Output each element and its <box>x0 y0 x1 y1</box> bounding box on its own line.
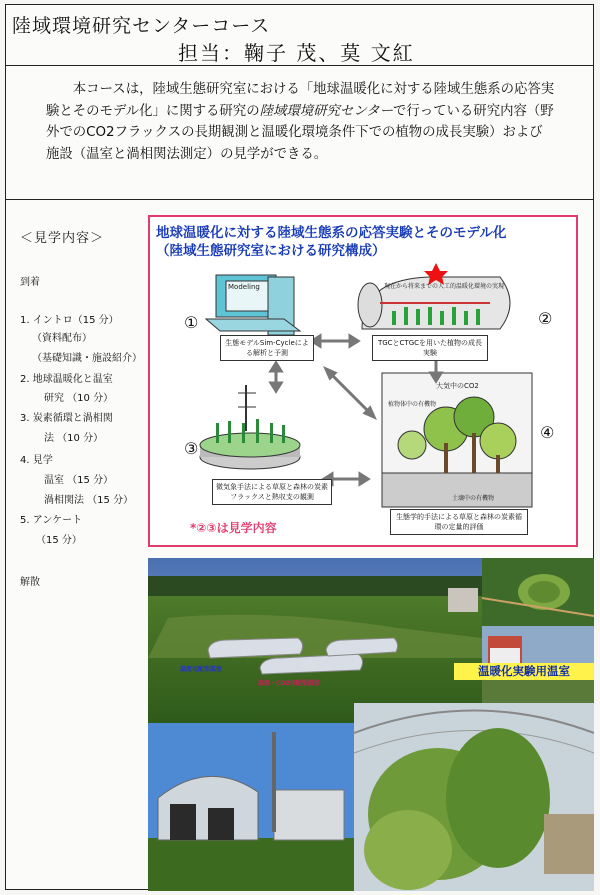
label-number-3: ③ <box>184 439 199 458</box>
intro-text-1: 本コースは，陸域生態研究室における「地球温暖化に対する陸域生態系の応答実験とそのモデル化」に関する研究の <box>46 82 555 119</box>
photo-label-b: 温度・CO2勾配型温室 <box>258 680 320 687</box>
caption-model: 生態モデルSim-Cycleによる解析と予測 <box>220 335 314 361</box>
tunnel-greenhouse-illustration <box>358 263 510 329</box>
caption-tgc: TGCとCTGCを用いた植物の成長実験 <box>372 335 488 361</box>
greenhouse-interior-photo <box>354 703 594 891</box>
page-title: 陸域環境研究センターコース <box>12 15 271 37</box>
label-number-2: ② <box>538 309 553 328</box>
schedule-line: 4. 見学 <box>20 455 53 466</box>
document-page <box>5 4 594 890</box>
field-chamber-illustration <box>200 385 300 469</box>
schedule <box>20 227 150 588</box>
photo-label-a: 温度勾配型温室 <box>180 666 223 673</box>
intro-paragraph <box>46 79 556 165</box>
schedule-line: 5. アンケート <box>20 515 83 526</box>
schedule-line: 渦相関法 （15 分） <box>44 495 134 506</box>
label-number-4: ④ <box>540 423 555 442</box>
schedule-line: 3. 炭素循環と渦相関 <box>20 413 113 424</box>
tunnel-label: 現在から将来までの人工的温暖化環境の実現 <box>384 283 505 290</box>
forest-section-illustration <box>382 373 532 507</box>
greenhouse-label: 温暖化実験用温室 <box>454 663 594 680</box>
schedule-line: 1. イントロ（15 分） <box>20 315 119 326</box>
monitor-label: Modeling <box>228 283 260 291</box>
caption-ecology: 生態学的手法による草原と森林の炭素循環の定量的評価 <box>390 509 528 535</box>
intro-box <box>6 65 593 200</box>
caption-micromet: 微気象手法による草原と森林の炭素フラックスと熱収支の観測 <box>212 479 332 505</box>
header <box>6 5 593 66</box>
field-photo <box>148 558 482 723</box>
soil-organic-label: 土壌中の有機物 <box>452 495 495 502</box>
schedule-line: 温室 （15 分） <box>44 475 114 486</box>
tower-photo <box>148 723 354 891</box>
schedule-line: 2. 地球温暖化と温室 <box>20 374 113 385</box>
schedule-line: 研究 （10 分） <box>44 393 114 404</box>
diagram-title: 地球温暖化に対する陸域生態系の応答実験とそのモデル化 <box>156 225 507 241</box>
schedule-arrival: 到着 <box>20 277 40 288</box>
research-diagram <box>148 215 578 547</box>
page-subtitle: 担当：鞠子 茂、莫 文紅 <box>178 41 415 65</box>
schedule-line: （15 分） <box>36 535 82 546</box>
label-number-1: ① <box>184 313 199 332</box>
photo-graphics <box>148 558 594 891</box>
intro-text-2: で行っている研究内容（野外でのCO2フラックスの長期観測と温暖化環境条件下での植物の成長実験）および施設（温室と渦相関法測定）の見学ができる。 <box>46 103 554 162</box>
aerial-photo <box>482 558 594 626</box>
diagram-subtitle: （陸域生態研究室における研究構成） <box>156 243 386 259</box>
schedule-dismissal: 解散 <box>20 577 40 588</box>
plant-organic-label: 植物体中の有機物 <box>388 401 437 408</box>
schedule-line: 法 （10 分） <box>44 433 104 444</box>
photo-collage <box>148 558 594 891</box>
schedule-line: （基礎知識・施設紹介） <box>32 353 142 364</box>
tour-note: *②③は見学内容 <box>190 521 277 535</box>
schedule-line: （資料配布） <box>32 333 92 344</box>
schedule-heading: ＜見学内容＞ <box>20 231 105 246</box>
atmosphere-label: 大気中のCO2 <box>436 382 479 390</box>
intro-text-italic: 陸域環境研究センター <box>259 103 393 119</box>
